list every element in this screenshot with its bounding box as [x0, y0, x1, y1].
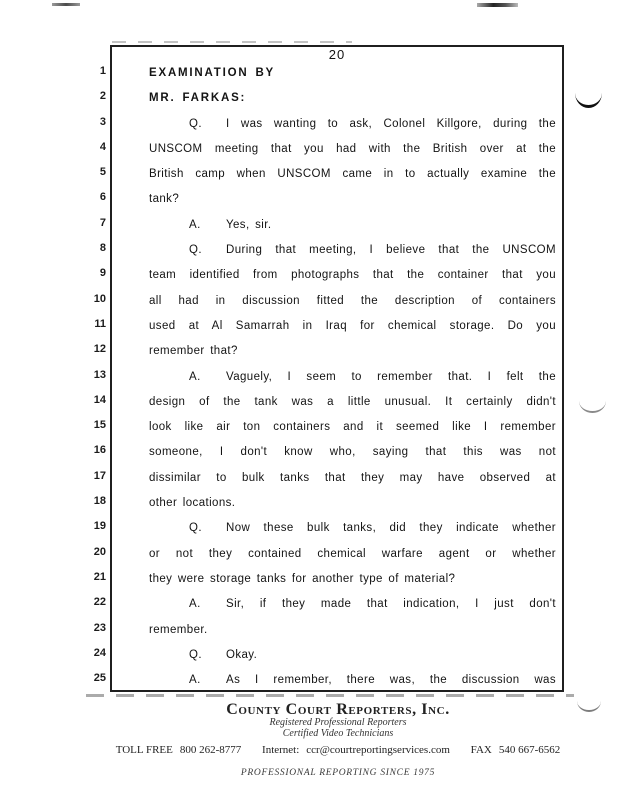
- scan-shadow-bottom-edge: [86, 694, 574, 697]
- scan-mark-top-left: [52, 3, 80, 6]
- transcript-line: [112, 491, 562, 516]
- company-subtitle-2: Certified Video Technicians: [282, 727, 394, 739]
- line-text: dissimilar to bulk tanks that they may have observed at: [149, 471, 556, 484]
- line-number: 6: [99, 191, 106, 204]
- toll-free-group: [116, 744, 242, 756]
- transcript-line: [112, 137, 562, 162]
- line-number: 24: [93, 646, 106, 659]
- letterhead-footer: [60, 701, 616, 778]
- internet-label: Internet:: [262, 744, 300, 756]
- transcript-line: [112, 61, 562, 86]
- line-number: 16: [93, 444, 106, 457]
- transcript-line: [112, 668, 562, 693]
- line-number: 21: [93, 570, 106, 583]
- line-text: or not they contained chemical warfare agent or whether: [149, 547, 556, 560]
- line-number: 3: [99, 115, 106, 128]
- line-number: 1: [99, 65, 106, 77]
- line-number: 23: [93, 621, 106, 634]
- transcript-line: [112, 187, 562, 212]
- transcript-line: [112, 263, 562, 288]
- transcript-line: [112, 213, 562, 238]
- transcript-line: [112, 542, 562, 567]
- line-text: look like air ton containers and it seemed like I remember: [149, 421, 556, 434]
- line-text: EXAMINATION BY: [149, 67, 276, 79]
- line-text: MR. FARKAS:: [149, 92, 247, 105]
- company-subtitle-1: Registered Professional Reporters: [269, 717, 407, 728]
- line-text: Yes, sir.: [226, 218, 272, 231]
- line-number: 13: [93, 368, 106, 381]
- line-number: 4: [99, 140, 106, 153]
- line-number: 9: [99, 267, 106, 280]
- scan-curve-mark-middle: [579, 401, 606, 413]
- line-text: During that meeting, I believe that the UNSCOM: [226, 244, 556, 257]
- contact-line: [60, 744, 616, 757]
- line-text: remember that?: [149, 345, 238, 358]
- transcript-line: [112, 112, 562, 137]
- line-text: design of the tank was a little unusual. It certainly didn't: [149, 395, 556, 408]
- line-number: 18: [93, 495, 106, 508]
- speaker-prefix: Q.: [189, 648, 202, 661]
- line-text: they were storage tanks for another type of material?: [149, 572, 456, 585]
- internet-group: [262, 744, 450, 756]
- page-number: 20: [328, 47, 346, 62]
- line-number: 25: [93, 672, 106, 685]
- line-number: 19: [93, 520, 106, 533]
- fax-label: FAX: [470, 744, 492, 756]
- line-number: 10: [93, 292, 106, 305]
- internet-address: ccr@courtreportingservices.com: [306, 744, 450, 756]
- fax-number: 540 667-6562: [498, 744, 561, 756]
- transcript-line: [112, 466, 562, 491]
- transcript-page-box: [110, 45, 564, 692]
- transcript-line: [112, 592, 562, 617]
- speaker-prefix: A.: [189, 218, 201, 231]
- line-text: team identified from photographs that the container that you: [149, 269, 556, 282]
- line-text: someone, I don't know who, saying that this was not: [149, 446, 556, 459]
- transcript-line: [112, 390, 562, 415]
- line-text: Vaguely, I seem to remember that. I felt the: [226, 370, 556, 383]
- speaker-prefix: A.: [189, 674, 201, 687]
- speaker-prefix: Q.: [189, 522, 202, 535]
- speaker-prefix: A.: [189, 370, 201, 383]
- transcript-line: [112, 314, 562, 339]
- transcript-line: [112, 365, 562, 390]
- transcript-line: [112, 289, 562, 314]
- company-motto: PROFESSIONAL REPORTING SINCE 1975: [240, 768, 436, 778]
- transcript-line: [112, 618, 562, 643]
- transcript-line: [112, 162, 562, 187]
- line-text: Now these bulk tanks, did they indicate whether: [226, 522, 556, 535]
- line-number: 12: [93, 343, 106, 356]
- line-text: I was wanting to ask, Colonel Killgore, during the: [226, 117, 556, 130]
- line-text: As I remember, there was, the discussion was: [226, 674, 556, 687]
- line-text: remember.: [149, 623, 208, 636]
- line-text: British camp when UNSCOM came in to actually examine the: [149, 168, 556, 181]
- transcript-line: [112, 440, 562, 465]
- transcript-line: [112, 567, 562, 592]
- transcript-line: [112, 238, 562, 263]
- line-number: 22: [93, 596, 106, 609]
- line-text: Sir, if they made that indication, I just don't: [226, 598, 556, 611]
- transcript-lines: [112, 61, 562, 693]
- company-name: County Court Reporters, Inc.: [226, 701, 450, 718]
- transcript-line: [112, 415, 562, 440]
- line-text: used at Al Samarrah in Iraq for chemical storage. Do you: [149, 319, 556, 332]
- line-number: 7: [99, 216, 106, 229]
- scan-shadow-top-edge: [112, 41, 352, 43]
- line-number: 11: [94, 317, 106, 330]
- speaker-prefix: Q.: [189, 244, 202, 257]
- transcript-line: [112, 339, 562, 364]
- line-number: 20: [93, 545, 106, 558]
- line-number-column: [58, 59, 106, 691]
- speaker-prefix: Q.: [189, 117, 202, 130]
- line-text: Okay.: [226, 648, 258, 661]
- transcript-line: [112, 516, 562, 541]
- line-text: UNSCOM meeting that you had with the British over at the: [149, 142, 556, 155]
- scan-mark-top-right: [477, 3, 518, 7]
- line-number: 8: [99, 242, 106, 255]
- line-number: 15: [93, 419, 106, 432]
- fax-group: [471, 744, 561, 756]
- line-number: 17: [93, 469, 106, 482]
- scan-curve-mark-upper: [575, 93, 602, 108]
- toll-free-label: TOLL FREE: [115, 744, 173, 756]
- line-text: tank?: [149, 193, 180, 206]
- transcript-line: [112, 643, 562, 668]
- line-text: other locations.: [149, 497, 236, 510]
- line-text: all had in discussion fitted the description of containers: [149, 294, 556, 307]
- line-number: 14: [93, 393, 106, 406]
- toll-free-number: 800 262-8777: [179, 744, 242, 756]
- speaker-prefix: A.: [189, 598, 201, 611]
- line-number: 5: [99, 166, 106, 179]
- transcript-line: [112, 86, 562, 111]
- line-number: 2: [99, 90, 106, 103]
